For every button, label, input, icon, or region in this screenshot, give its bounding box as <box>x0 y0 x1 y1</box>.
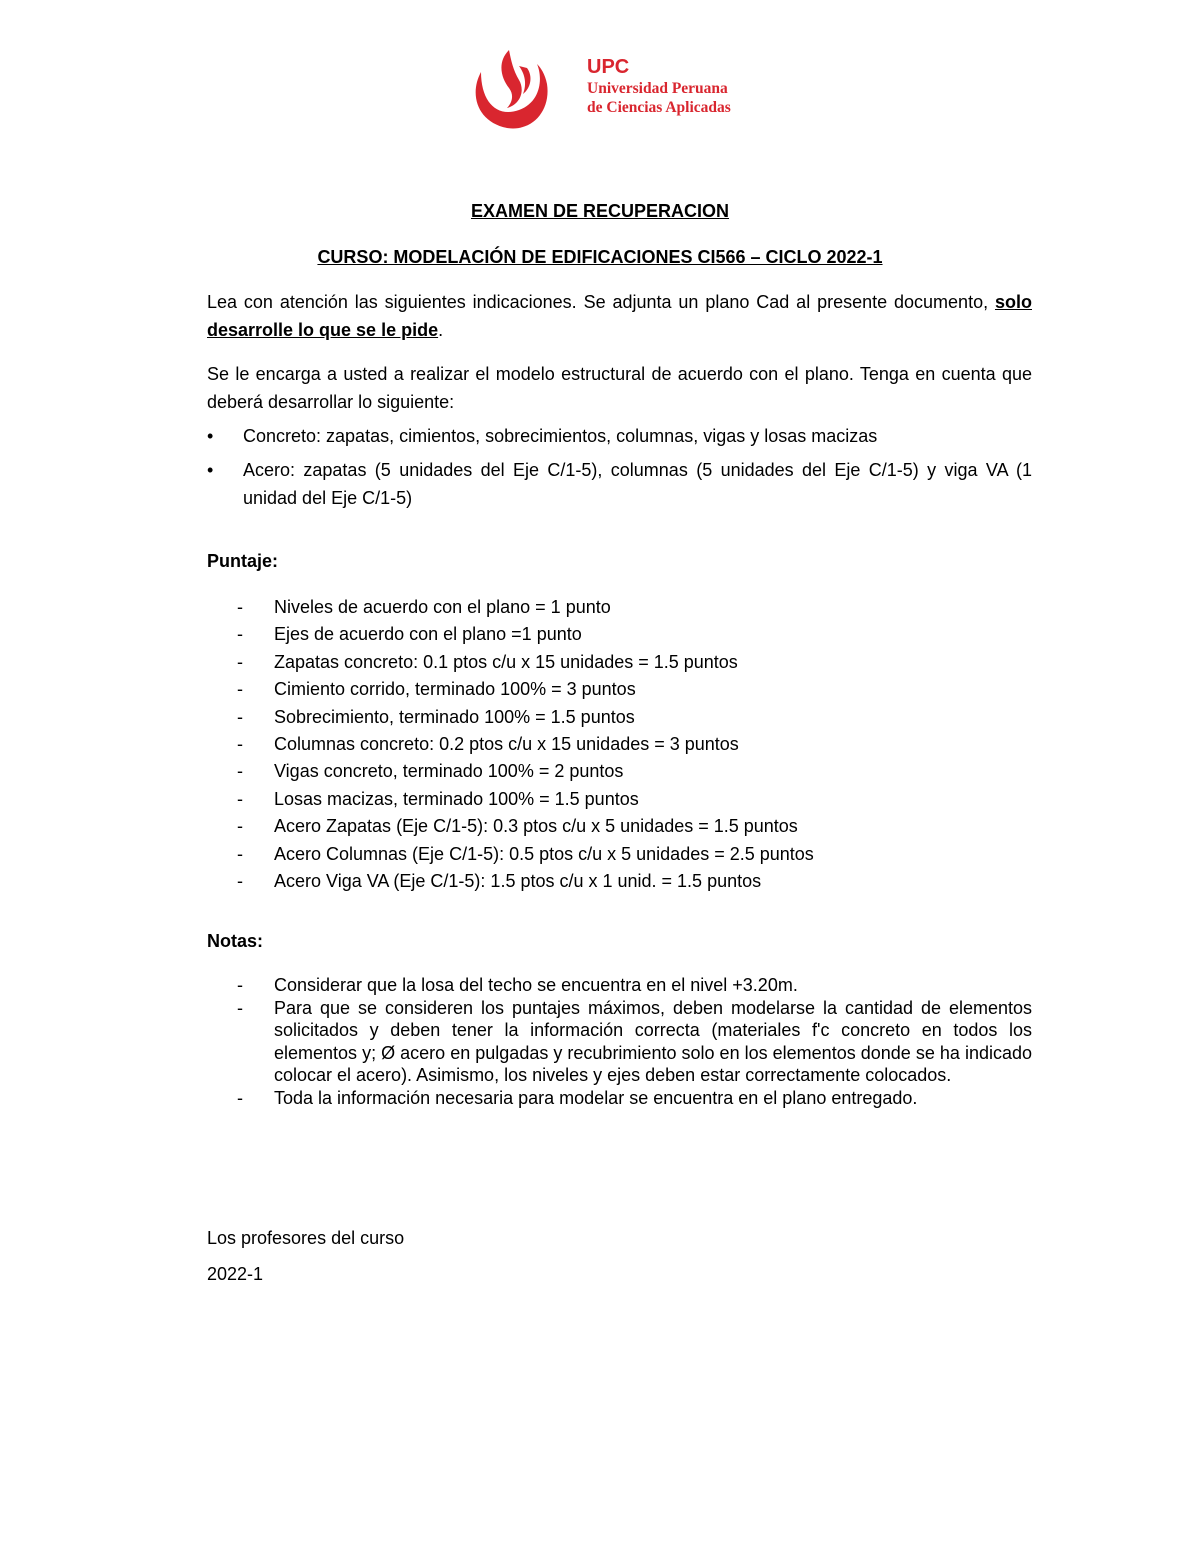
signature: Los profesores del curso <box>207 1228 405 1248</box>
list-item-text: Zapatas concreto: 0.1 ptos c/u x 15 unidades = 1.5 puntos <box>274 651 738 672</box>
dash-marker: - <box>237 843 243 864</box>
intro-text: Lea con atención las siguientes indicaciones. Se adjunta un plano Cad al presente documento, <box>207 292 995 312</box>
requirements-list <box>207 422 1032 518</box>
list-item-text: Losas macizas, terminado 100% = 1.5 puntos <box>274 788 639 809</box>
list-item <box>237 649 1032 676</box>
list-item <box>237 731 1032 758</box>
course-title: CURSO: MODELACIÓN DE EDIFICACIONES CI566 – CICLO 2022-1 <box>317 247 883 267</box>
list-item-text: Ejes de acuerdo con el plano =1 punto <box>274 624 582 645</box>
list-item <box>207 456 1032 512</box>
list-item-text: Acero: zapatas (5 unidades del Eje C/1-5), columnas (5 unidades del Eje C/1-5) y viga VA (1 unidad del Eje C/1-5) <box>243 460 1032 508</box>
puntaje-list <box>237 594 1032 895</box>
dash-marker: - <box>237 734 243 755</box>
list-item-text: Columnas concreto: 0.2 ptos c/u x 15 unidades = 3 puntos <box>274 734 739 755</box>
task-paragraph: Se le encarga a usted a realizar el modelo estructural de acuerdo con el plano. Tenga en cuenta que deberá desarrollar lo siguiente: <box>207 364 1032 412</box>
intro-paragraph <box>207 288 1032 344</box>
list-item-text: Para que se consideren los puntajes máximos, deben modelarse la cantidad de elementos solicitados y deben tener la información correcta (materiales f'c concreto en todos los elementos y; Ø acero en pulgadas y recubrimiento solo en los elementos donde se ha indicado colocar el acero). Asimismo, los niveles y ejes deben estar correctamente colocados. <box>274 997 1032 1085</box>
dash-marker: - <box>237 706 243 727</box>
list-item-text: Considerar que la losa del techo se encuentra en el nivel +3.20m. <box>274 975 798 995</box>
bullet-icon: • <box>207 460 214 480</box>
list-item <box>237 868 1032 895</box>
logo-line-1: Universidad Peruana <box>587 80 728 97</box>
list-item <box>237 676 1032 703</box>
list-item-text: Cimiento corrido, terminado 100% = 3 puntos <box>274 679 636 700</box>
puntaje-heading: Puntaje: <box>207 551 279 571</box>
list-item-text: Concreto: zapatas, cimientos, sobrecimientos, columnas, vigas y losas macizas <box>243 426 878 446</box>
list-item <box>237 841 1032 868</box>
list-item <box>237 594 1032 621</box>
list-item-text: Acero Viga VA (Eje C/1-5): 1.5 ptos c/u x 1 unid. = 1.5 puntos <box>274 871 762 892</box>
upc-flame-icon <box>467 44 557 134</box>
list-item-text: Sobrecimiento, terminado 100% = 1.5 puntos <box>274 706 635 727</box>
list-item-text: Acero Zapatas (Eje C/1-5): 0.3 ptos c/u x 5 unidades = 1.5 puntos <box>274 816 798 837</box>
list-item <box>237 621 1032 648</box>
list-item <box>237 758 1032 785</box>
dash-marker: - <box>237 975 243 995</box>
dash-marker: - <box>237 997 243 1018</box>
dash-marker: - <box>237 651 243 672</box>
notas-list <box>237 974 1032 1109</box>
notas-heading: Notas: <box>207 931 264 951</box>
dash-marker: - <box>237 816 243 837</box>
upc-logo <box>467 44 737 134</box>
bullet-icon: • <box>207 426 214 446</box>
logo-line-2: de Ciencias Aplicadas <box>587 99 731 116</box>
dash-marker: - <box>237 597 243 617</box>
list-item <box>237 704 1032 731</box>
dash-marker: - <box>237 1087 243 1108</box>
list-item-text: Acero Columnas (Eje C/1-5): 0.5 ptos c/u x 5 unidades = 2.5 puntos <box>274 843 814 864</box>
year: 2022-1 <box>207 1264 264 1284</box>
logo-brand: UPC <box>587 56 630 78</box>
intro-emphasis: solo desarrolle lo que se le pide <box>207 292 1032 340</box>
list-item <box>237 1087 1032 1110</box>
list-item <box>237 997 1032 1087</box>
list-item <box>237 786 1032 813</box>
list-item-text: Niveles de acuerdo con el plano = 1 punto <box>274 597 611 617</box>
dash-marker: - <box>237 624 243 645</box>
list-item <box>207 422 1032 450</box>
list-item-text: Toda la información necesaria para modelar se encuentra en el plano entregado. <box>274 1087 918 1108</box>
dash-marker: - <box>237 679 243 700</box>
exam-title: EXAMEN DE RECUPERACION <box>470 201 730 221</box>
intro-end: . <box>438 320 444 340</box>
dash-marker: - <box>237 788 243 809</box>
list-item <box>237 813 1032 840</box>
list-item-text: Vigas concreto, terminado 100% = 2 puntos <box>274 761 624 782</box>
list-item <box>237 974 1032 997</box>
dash-marker: - <box>237 871 243 892</box>
dash-marker: - <box>237 761 243 782</box>
